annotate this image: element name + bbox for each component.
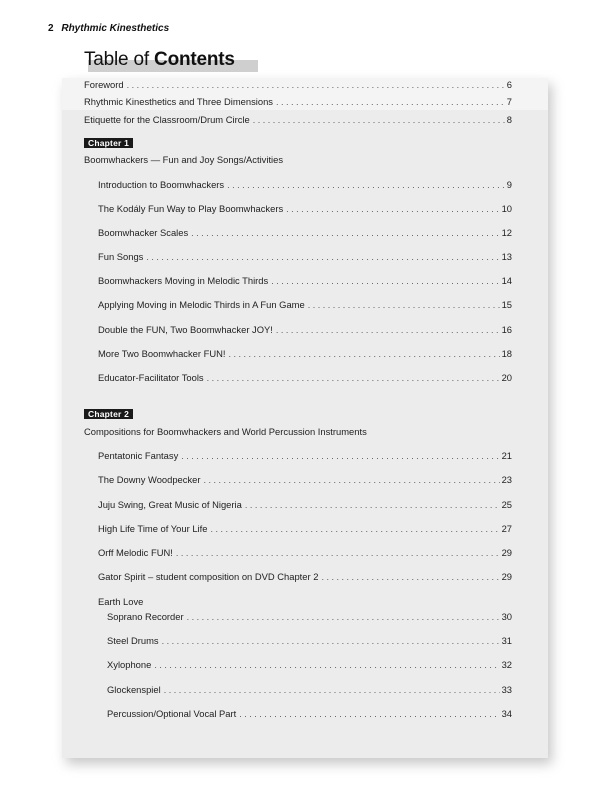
leader-dots [207,373,500,383]
toc-entry[interactable] [98,324,512,338]
toc-entry-label: High Life Time of Your Life [98,523,208,534]
toc-entry-page: 29 [501,571,512,582]
toc-entry-page: 14 [501,275,512,286]
leader-dots [245,500,500,510]
leader-dots [203,475,499,485]
toc-entry-page: 20 [501,372,512,383]
toc-entry[interactable] [98,299,512,313]
chapter-2-title: Compositions for Boomwhackers and World Percussion Instruments [84,426,367,437]
toc-entry[interactable] [107,684,512,698]
toc-entry-page: 13 [501,251,512,262]
leader-dots [191,228,499,238]
chapter-1-badge: Chapter 1 [84,138,133,148]
leader-dots [308,300,500,310]
toc-entry-label: Introduction to Boomwhackers [98,179,225,190]
toc-entry-label: Boomwhackers Moving in Melodic Thirds [98,275,269,286]
leader-dots [162,636,500,646]
toc-entry-page: 33 [501,684,512,695]
leader-dots [228,349,499,359]
toc-entry-page: 27 [501,523,512,534]
toc-entry-page: 34 [501,708,512,719]
toc-entry[interactable] [98,251,512,265]
leader-dots [271,276,499,286]
toc-entry-page: 31 [501,635,512,646]
leader-dots [210,524,499,534]
toc-entry[interactable] [107,635,512,649]
toc-entry[interactable] [84,96,512,110]
toc-entry-label: Orff Melodic FUN! [98,547,173,558]
leader-dots [146,252,499,262]
toc-entry-page: 25 [501,499,512,510]
title-light: Table of [84,49,149,70]
toc-entry-label: Gator Spirit – student composition on DVD Chapter 2 [98,571,319,582]
toc-entry-label: Educator-Facilitator Tools [98,372,204,383]
leader-dots [253,115,505,125]
toc-entry-label: Boomwhacker Scales [98,227,189,238]
leader-dots [227,180,505,190]
title-bold: Contents [154,49,235,70]
toc-entry-label: Foreword [84,79,124,90]
toc-entry[interactable] [107,708,512,722]
toc-entry-label: More Two Boomwhacker FUN! [98,348,226,359]
page-number: 2 [48,23,54,34]
toc-entry-label: Juju Swing, Great Music of Nigeria [98,499,242,510]
leader-dots [181,451,499,461]
toc-entry[interactable] [98,450,512,464]
toc-entry-page: 30 [501,611,512,622]
toc-entry-page: 9 [506,179,512,190]
toc-entry-page: 23 [501,474,512,485]
leader-dots [127,80,505,90]
page-title [84,49,235,71]
toc-entry[interactable] [98,571,512,585]
toc-entry-label: Glockenspiel [107,684,161,695]
toc-entry-label: Double the FUN, Two Boomwhacker JOY! [98,324,273,335]
leader-dots [276,325,500,335]
toc-entry-label: Applying Moving in Melodic Thirds in A Fun Game [98,299,305,310]
toc-entry-page: 7 [506,96,512,107]
leader-dots [321,572,499,582]
toc-entry[interactable] [98,523,512,537]
chapter-2-badge: Chapter 2 [84,409,133,419]
toc-entry-page: 10 [501,203,512,214]
leader-dots [154,660,499,670]
toc-entry-label: Etiquette for the Classroom/Drum Circle [84,114,250,125]
toc-entry[interactable] [98,227,512,241]
toc-entry[interactable] [98,203,512,217]
running-head [48,23,169,34]
toc-entry[interactable] [107,611,512,625]
toc-entry[interactable] [98,547,512,561]
toc-entry[interactable] [84,79,512,93]
leader-dots [164,685,500,695]
leader-dots [276,97,505,107]
toc-entry-page: 6 [506,79,512,90]
toc-entry-page: 16 [501,324,512,335]
book-title: Rhythmic Kinesthetics [61,23,170,34]
toc-entry[interactable] [98,474,512,488]
toc-entry-label: The Kodály Fun Way to Play Boomwhackers [98,203,284,214]
toc-entry-label: Steel Drums [107,635,159,646]
toc-entry-label: Xylophone [107,659,152,670]
toc-entry[interactable] [107,659,512,673]
toc-entry-label: Pentatonic Fantasy [98,450,179,461]
toc-entry-label: The Downy Woodpecker [98,474,201,485]
toc-entry[interactable] [98,348,512,362]
toc-entry-label: Fun Songs [98,251,144,262]
leader-dots [176,548,500,558]
toc-entry[interactable] [84,114,512,128]
earth-love-heading: Earth Love [98,596,144,607]
toc-entry-label: Percussion/Optional Vocal Part [107,708,237,719]
toc-entry-label: Soprano Recorder [107,611,184,622]
toc-entry[interactable] [98,499,512,513]
toc-entry-page: 8 [506,114,512,125]
toc-entry-page: 32 [501,659,512,670]
toc-entry-page: 12 [501,227,512,238]
toc-entry-page: 15 [501,299,512,310]
toc-entry-page: 29 [501,547,512,558]
toc-entry-page: 21 [501,450,512,461]
toc-entry[interactable] [98,372,512,386]
toc-entry[interactable] [98,275,512,289]
leader-dots [239,709,499,719]
toc-entry-page: 18 [501,348,512,359]
leader-dots [187,612,500,622]
toc-entry-label: Rhythmic Kinesthetics and Three Dimensions [84,96,273,107]
toc-entry[interactable] [98,179,512,193]
leader-dots [286,204,499,214]
chapter-1-title: Boomwhackers — Fun and Joy Songs/Activities [84,154,284,165]
